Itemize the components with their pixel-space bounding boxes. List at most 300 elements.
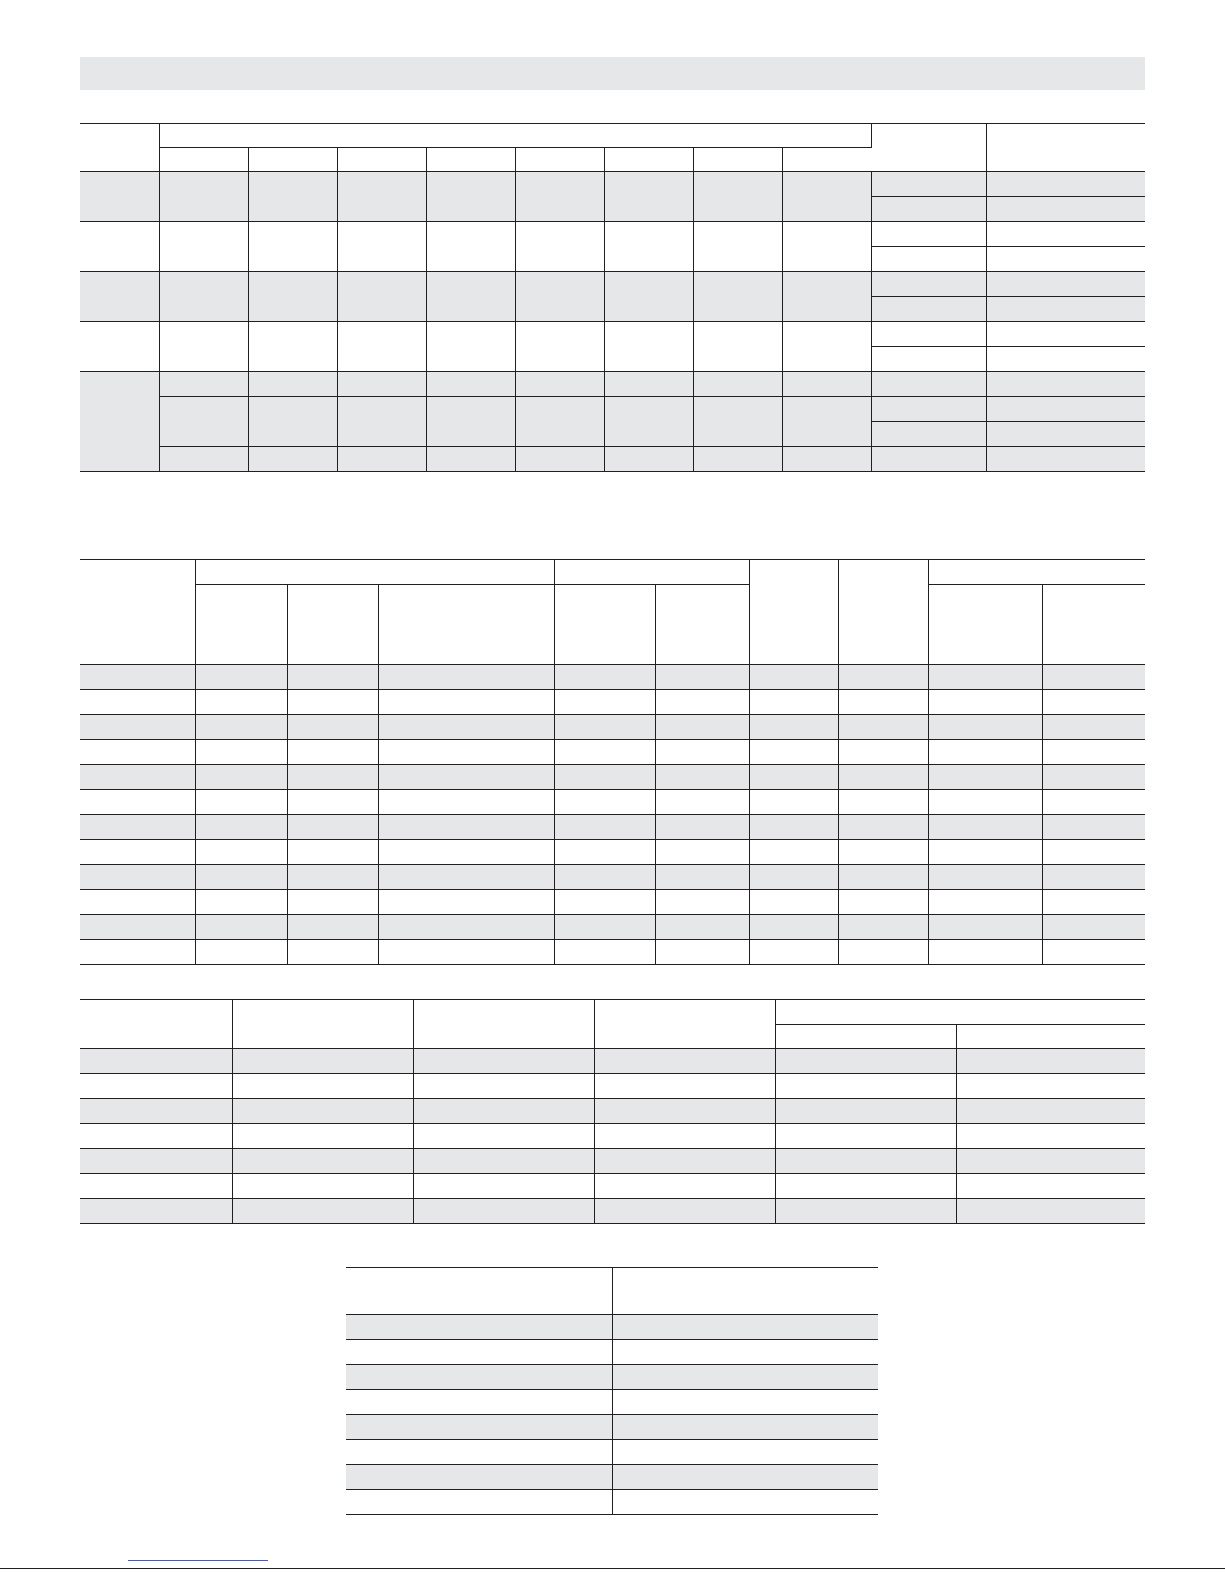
table-cell	[159, 172, 248, 222]
table-cell	[928, 865, 1042, 890]
table-cell	[871, 347, 986, 372]
table-cell	[554, 715, 655, 740]
table-cell	[956, 1099, 1145, 1124]
table-cell	[612, 1340, 878, 1365]
table-row	[80, 715, 1145, 740]
table-cell	[287, 865, 378, 890]
table-cell	[782, 222, 871, 272]
table-cell	[612, 1315, 878, 1340]
table-cell	[159, 447, 248, 472]
table-cell	[287, 890, 378, 915]
table-cell	[80, 1049, 232, 1074]
table-cell	[956, 1174, 1145, 1199]
header-cell	[159, 124, 871, 148]
table-cell	[655, 665, 749, 690]
table-cell	[195, 690, 287, 715]
table-row	[346, 1490, 878, 1515]
table-cell	[871, 447, 986, 472]
table-cell	[80, 272, 159, 322]
table-cell	[693, 372, 782, 397]
header-cell	[413, 1000, 594, 1049]
table-cell	[426, 172, 515, 222]
table-cell	[928, 665, 1042, 690]
table-cell	[232, 1099, 413, 1124]
table-cell	[80, 865, 195, 890]
table-cell	[80, 372, 159, 472]
table-cell	[80, 740, 195, 765]
table-cell	[775, 1174, 956, 1199]
table-cell	[80, 1174, 232, 1199]
table-cell	[378, 690, 554, 715]
header-cell	[604, 148, 693, 172]
table-cell	[515, 172, 604, 222]
table-cell	[413, 1074, 594, 1099]
table-cell	[612, 1365, 878, 1390]
table-cell	[80, 940, 195, 965]
table-cell	[159, 272, 248, 322]
table-cell	[232, 1074, 413, 1099]
table-cell	[838, 815, 928, 840]
table-cell	[346, 1315, 612, 1340]
table-cell	[775, 1149, 956, 1174]
table-cell	[749, 765, 838, 790]
table-cell	[871, 272, 986, 297]
table-cell	[378, 790, 554, 815]
table-row	[346, 1440, 878, 1465]
table-cell	[986, 222, 1145, 247]
table-cell	[612, 1390, 878, 1415]
table-cell	[604, 447, 693, 472]
table-cell	[782, 447, 871, 472]
table-cell	[80, 1074, 232, 1099]
table-cell	[749, 690, 838, 715]
header-cell	[956, 1025, 1145, 1049]
table-row	[80, 665, 1145, 690]
table-cell	[956, 1074, 1145, 1099]
table-cell	[1042, 715, 1145, 740]
table-cell	[287, 790, 378, 815]
table-cell	[1042, 940, 1145, 965]
table-row	[80, 1199, 1145, 1224]
table-cell	[655, 865, 749, 890]
header-cell	[655, 585, 749, 665]
table-cell	[749, 790, 838, 815]
table-cell	[782, 322, 871, 372]
table-cell	[612, 1440, 878, 1465]
table-cell	[195, 840, 287, 865]
table-cell	[986, 197, 1145, 222]
table-cell	[554, 790, 655, 815]
table-cell	[986, 422, 1145, 447]
table-cell	[612, 1490, 878, 1515]
table-cell	[604, 222, 693, 272]
table-cell	[515, 397, 604, 447]
table-cell	[749, 665, 838, 690]
table-cell	[159, 222, 248, 272]
table-4	[346, 1267, 878, 1515]
table-cell	[248, 172, 337, 222]
table-row	[80, 1099, 1145, 1124]
table-cell	[515, 272, 604, 322]
table-cell	[346, 1490, 612, 1515]
table-cell	[554, 890, 655, 915]
table-cell	[1042, 765, 1145, 790]
table-cell	[80, 815, 195, 840]
table-cell	[782, 397, 871, 447]
table-cell	[232, 1174, 413, 1199]
table-cell	[594, 1074, 775, 1099]
table-row	[346, 1390, 878, 1415]
table-cell	[287, 665, 378, 690]
table-cell	[346, 1465, 612, 1490]
table-cell	[775, 1124, 956, 1149]
table-cell	[80, 1199, 232, 1224]
table-cell	[378, 815, 554, 840]
table-cell	[1042, 915, 1145, 940]
table-row	[80, 790, 1145, 815]
header-cell	[986, 124, 1145, 172]
table-cell	[838, 790, 928, 815]
table-cell	[928, 790, 1042, 815]
table-row	[80, 915, 1145, 940]
table-cell	[838, 865, 928, 890]
table-cell	[554, 690, 655, 715]
table-row	[80, 1074, 1145, 1099]
table-cell	[195, 665, 287, 690]
table-cell	[195, 890, 287, 915]
header-cell	[195, 560, 554, 585]
table-row	[80, 172, 1145, 197]
table-cell	[871, 422, 986, 447]
table-cell	[838, 840, 928, 865]
table-cell	[378, 665, 554, 690]
table-cell	[956, 1199, 1145, 1224]
table-header-row	[80, 124, 1145, 148]
table-cell	[426, 222, 515, 272]
table-cell	[554, 940, 655, 965]
table-cell	[287, 690, 378, 715]
table-cell	[426, 372, 515, 397]
table-cell	[871, 197, 986, 222]
table-cell	[413, 1199, 594, 1224]
table-cell	[1042, 790, 1145, 815]
table-cell	[413, 1174, 594, 1199]
table-cell	[986, 447, 1145, 472]
table-cell	[594, 1124, 775, 1149]
table-cell	[749, 915, 838, 940]
table-cell	[287, 740, 378, 765]
table-cell	[195, 765, 287, 790]
table-cell	[604, 272, 693, 322]
footer-rule	[0, 1568, 1225, 1569]
header-cell	[782, 148, 871, 172]
header-cell	[554, 560, 749, 585]
header-cell	[80, 560, 195, 665]
table-cell	[986, 172, 1145, 197]
header-cell	[693, 148, 782, 172]
table-cell	[378, 765, 554, 790]
header-cell	[871, 124, 986, 172]
table-cell	[693, 172, 782, 222]
header-cell	[749, 560, 838, 665]
table-cell	[838, 715, 928, 740]
table-cell	[413, 1099, 594, 1124]
table-cell	[346, 1415, 612, 1440]
header-cell	[426, 148, 515, 172]
table-cell	[986, 322, 1145, 347]
table-cell	[413, 1049, 594, 1074]
table-row	[346, 1340, 878, 1365]
table-cell	[594, 1099, 775, 1124]
table-cell	[986, 372, 1145, 397]
table-cell	[749, 740, 838, 765]
table-cell	[80, 1099, 232, 1124]
table-cell	[337, 272, 426, 322]
table-cell	[80, 172, 159, 222]
table-cell	[1042, 840, 1145, 865]
table-cell	[749, 815, 838, 840]
table-cell	[749, 940, 838, 965]
table-cell	[80, 322, 159, 372]
header-cell	[287, 585, 378, 665]
header-cell	[346, 1268, 612, 1315]
table-cell	[986, 397, 1145, 422]
table-cell	[80, 915, 195, 940]
table-cell	[655, 715, 749, 740]
table-subheader-row	[80, 585, 1145, 665]
table-cell	[80, 222, 159, 272]
table-cell	[337, 372, 426, 397]
table-cell	[248, 372, 337, 397]
table-cell	[871, 372, 986, 397]
table-cell	[871, 397, 986, 422]
table-cell	[655, 915, 749, 940]
table-row	[80, 890, 1145, 915]
table-cell	[693, 447, 782, 472]
header-cell	[594, 1000, 775, 1049]
table-cell	[871, 222, 986, 247]
header-cell	[80, 1000, 232, 1049]
table-cell	[775, 1049, 956, 1074]
table-cell	[337, 397, 426, 447]
header-cell	[80, 124, 159, 172]
table-cell	[775, 1099, 956, 1124]
header-cell	[378, 585, 554, 665]
table-cell	[232, 1124, 413, 1149]
header-cell	[775, 1000, 1145, 1025]
header-cell	[1042, 585, 1145, 665]
table-cell	[554, 815, 655, 840]
table-cell	[346, 1440, 612, 1465]
table-cell	[612, 1465, 878, 1490]
table-cell	[838, 665, 928, 690]
table-cell	[80, 665, 195, 690]
table-cell	[378, 715, 554, 740]
table-cell	[287, 815, 378, 840]
table-cell	[80, 715, 195, 740]
table-cell	[232, 1199, 413, 1224]
table-row	[80, 397, 1145, 422]
table-cell	[248, 272, 337, 322]
table-3	[80, 999, 1145, 1224]
table-cell	[693, 322, 782, 372]
table-cell	[928, 740, 1042, 765]
table-cell	[749, 840, 838, 865]
table-cell	[248, 322, 337, 372]
header-cell	[248, 148, 337, 172]
table-cell	[195, 940, 287, 965]
table-cell	[337, 322, 426, 372]
table-cell	[515, 222, 604, 272]
table-row	[80, 865, 1145, 890]
table-cell	[378, 840, 554, 865]
table-cell	[782, 372, 871, 397]
table-cell	[655, 790, 749, 815]
table-row	[346, 1465, 878, 1490]
table-cell	[337, 172, 426, 222]
table-cell	[426, 272, 515, 322]
table-cell	[986, 347, 1145, 372]
table-cell	[248, 397, 337, 447]
table-cell	[928, 690, 1042, 715]
table-cell	[554, 765, 655, 790]
header-cell	[838, 560, 928, 665]
table-cell	[426, 447, 515, 472]
table-cell	[782, 172, 871, 222]
table-cell	[928, 940, 1042, 965]
table-cell	[426, 397, 515, 447]
table-cell	[378, 865, 554, 890]
table-cell	[195, 815, 287, 840]
table-cell	[775, 1074, 956, 1099]
table-cell	[346, 1365, 612, 1390]
table-cell	[1042, 815, 1145, 840]
table-cell	[80, 890, 195, 915]
table-cell	[594, 1174, 775, 1199]
table-cell	[554, 840, 655, 865]
table-cell	[1042, 890, 1145, 915]
table-cell	[749, 890, 838, 915]
table-header-row	[80, 1000, 1145, 1025]
table-cell	[655, 690, 749, 715]
table-cell	[515, 372, 604, 397]
table-cell	[594, 1199, 775, 1224]
table-row	[80, 840, 1145, 865]
table-cell	[195, 740, 287, 765]
table-row	[80, 1149, 1145, 1174]
table-cell	[1042, 740, 1145, 765]
table-cell	[554, 665, 655, 690]
table-cell	[80, 1124, 232, 1149]
table-cell	[749, 865, 838, 890]
table-cell	[693, 397, 782, 447]
table-cell	[604, 322, 693, 372]
header-cell	[159, 148, 248, 172]
table-cell	[232, 1049, 413, 1074]
table-cell	[928, 765, 1042, 790]
table-cell	[346, 1340, 612, 1365]
table-cell	[594, 1049, 775, 1074]
table-2	[80, 559, 1145, 965]
table-cell	[655, 815, 749, 840]
section-header-bar	[80, 57, 1145, 90]
header-cell	[928, 585, 1042, 665]
table-cell	[775, 1199, 956, 1224]
table-cell	[80, 690, 195, 715]
table-cell	[594, 1149, 775, 1174]
table-cell	[80, 1149, 232, 1174]
table-cell	[1042, 690, 1145, 715]
table-cell	[195, 790, 287, 815]
table-cell	[159, 322, 248, 372]
table-cell	[838, 915, 928, 940]
table-cell	[986, 247, 1145, 272]
table-cell	[655, 940, 749, 965]
table-row	[80, 322, 1145, 347]
table-cell	[838, 765, 928, 790]
table-cell	[346, 1390, 612, 1415]
table-row	[80, 815, 1145, 840]
header-cell	[554, 585, 655, 665]
table-row	[346, 1415, 878, 1440]
table-cell	[413, 1149, 594, 1174]
table-cell	[782, 272, 871, 322]
table-cell	[413, 1124, 594, 1149]
table-cell	[871, 297, 986, 322]
table-cell	[956, 1049, 1145, 1074]
table-cell	[693, 272, 782, 322]
table-1	[80, 123, 1145, 472]
table-cell	[159, 372, 248, 397]
footer-link[interactable]	[128, 1560, 268, 1561]
table-cell	[195, 915, 287, 940]
table-row	[80, 272, 1145, 297]
table-cell	[1042, 665, 1145, 690]
table-row	[80, 1049, 1145, 1074]
table-cell	[604, 372, 693, 397]
table-cell	[655, 890, 749, 915]
table-cell	[80, 790, 195, 815]
table-cell	[956, 1124, 1145, 1149]
table-row	[80, 372, 1145, 397]
header-cell	[232, 1000, 413, 1049]
table-row	[346, 1365, 878, 1390]
header-cell	[775, 1025, 956, 1049]
table-cell	[287, 715, 378, 740]
table-cell	[655, 840, 749, 865]
table-cell	[80, 840, 195, 865]
table-cell	[515, 447, 604, 472]
table-cell	[232, 1149, 413, 1174]
table-row	[346, 1315, 878, 1340]
table-cell	[515, 322, 604, 372]
table-cell	[604, 397, 693, 447]
table-cell	[248, 447, 337, 472]
table-cell	[195, 865, 287, 890]
table-cell	[604, 172, 693, 222]
table-cell	[871, 172, 986, 197]
table-cell	[1042, 865, 1145, 890]
table-cell	[612, 1415, 878, 1440]
table-cell	[378, 915, 554, 940]
table-cell	[838, 690, 928, 715]
table-cell	[838, 740, 928, 765]
header-cell	[195, 585, 287, 665]
table-cell	[378, 940, 554, 965]
table-row	[80, 1174, 1145, 1199]
table-cell	[655, 740, 749, 765]
table-cell	[287, 840, 378, 865]
